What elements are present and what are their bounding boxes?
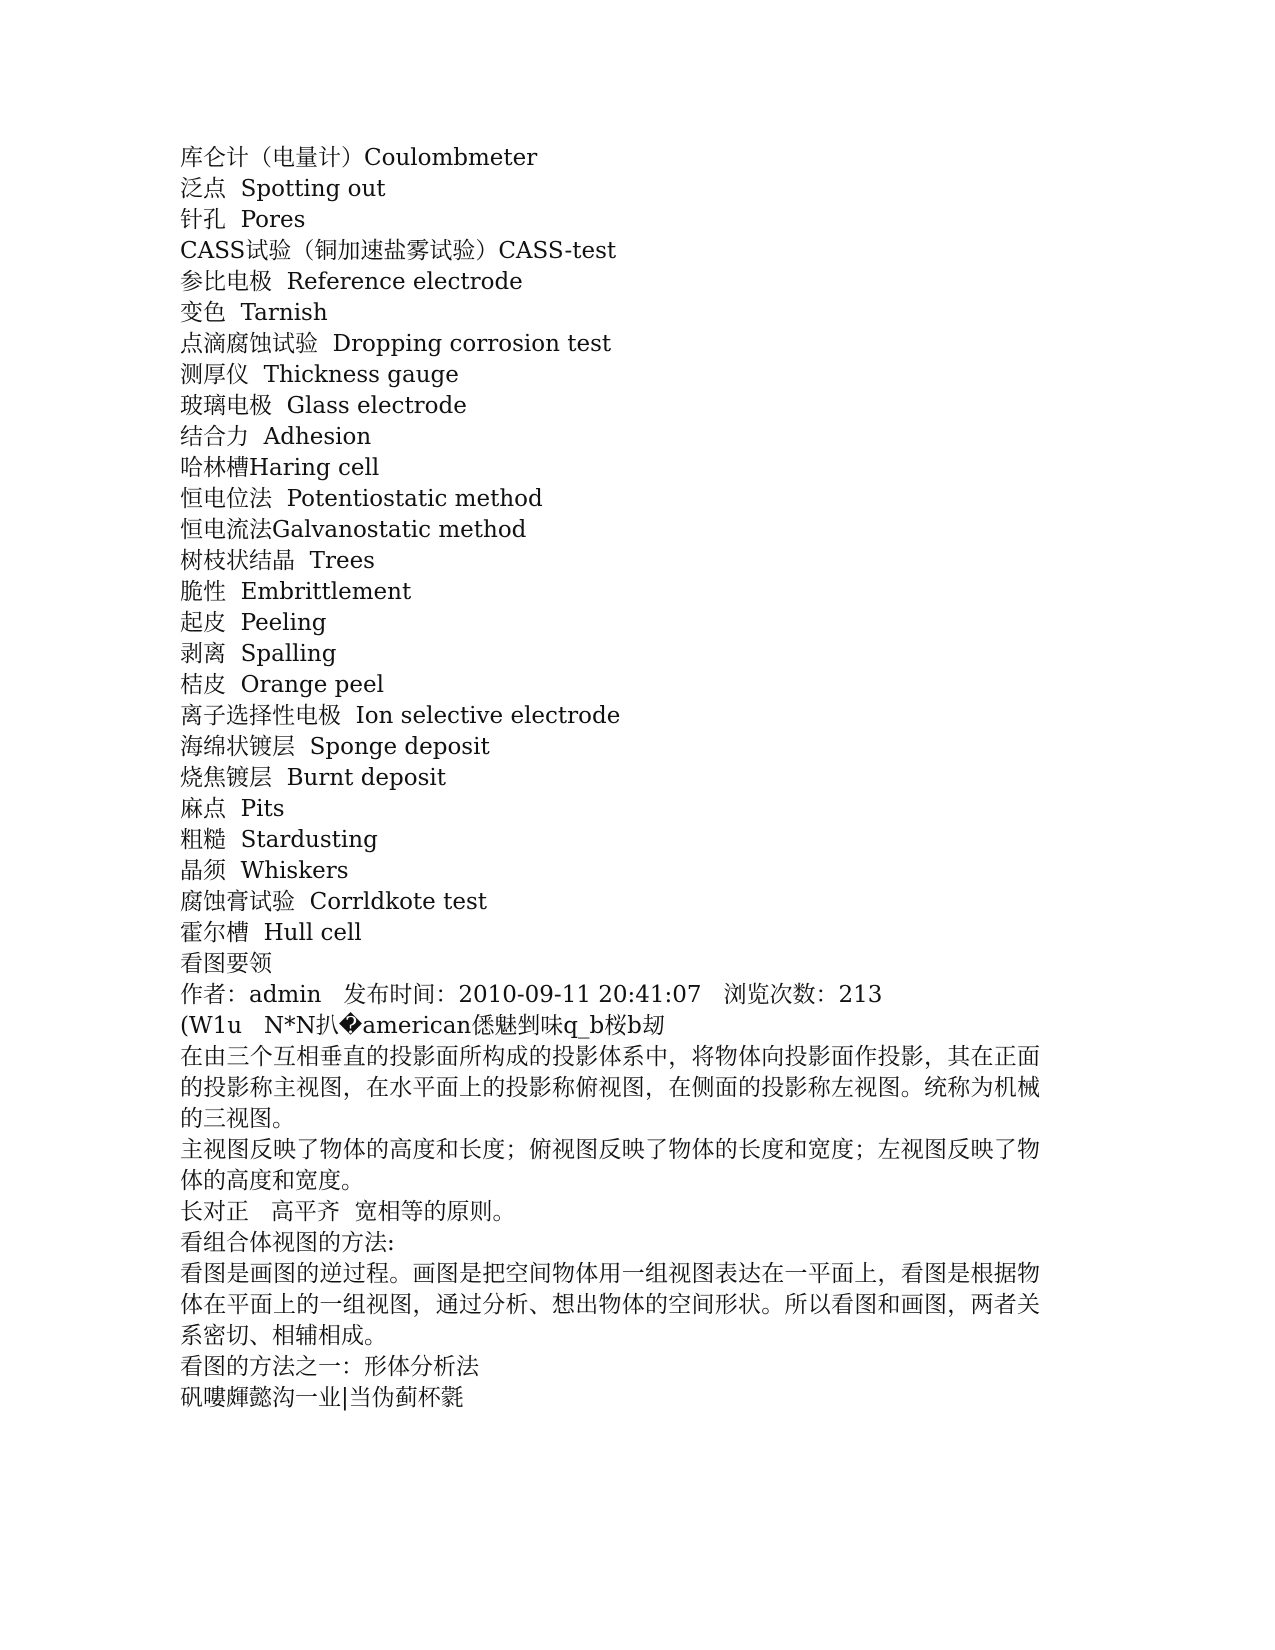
glossary-entry: 桔皮 Orange peel — [180, 672, 384, 698]
glossary-entry: 麻点 Pits — [180, 796, 285, 822]
glossary-entry: 参比电极 Reference electrode — [180, 269, 523, 295]
principle-line: 长对正 高平齐 宽相等的原则。 — [180, 1199, 516, 1225]
glossary-entry: 结合力 Adhesion — [180, 424, 372, 450]
glossary-entry: 恒电位法 Potentiostatic method — [180, 486, 543, 512]
glossary-entry: 哈林槽Haring cell — [180, 455, 380, 481]
paragraph-three-views: 在由三个互相垂直的投影面所构成的投影体系中，将物体向投影面作投影，其在正面的投影称主视图，在水平面上的投影称俯视图，在侧面的投影称左视图。统称为机械的三视图。 — [180, 1044, 1040, 1132]
glossary-entry: 腐蚀膏试验 Corrldkote test — [180, 889, 487, 915]
garbled-text-line: 矾嘍皹懿沟一业|当伪蓟杯氋 — [180, 1385, 464, 1411]
glossary-entry: 烧焦镀层 Burnt deposit — [180, 765, 447, 791]
article-meta: 作者：admin 发布时间：2010-09-11 20:41:07 浏览次数：213 — [180, 982, 883, 1008]
paragraph-reading-drawings: 看图是画图的逆过程。画图是把空间物体用一组视图表达在一平面上，看图是根据物体在平面上的一组视图，通过分析、想出物体的空间形状。所以看图和画图，两者关系密切、相辅相成。 — [180, 1261, 1040, 1349]
glossary-entry: 测厚仪 Thickness gauge — [180, 362, 459, 388]
glossary-entry: 粗糙 Stardusting — [180, 827, 378, 853]
glossary-entry: 起皮 Peeling — [180, 610, 327, 636]
glossary-entry: 针孔 Pores — [180, 207, 306, 233]
glossary-entry: 剥离 Spalling — [180, 641, 337, 667]
glossary-entry: 霍尔槽 Hull cell — [180, 920, 362, 946]
glossary-entry: 泛点 Spotting out — [180, 176, 386, 202]
method-heading: 看组合体视图的方法: — [180, 1230, 395, 1256]
glossary-entry: 库仑计（电量计）Coulombmeter — [180, 145, 538, 171]
glossary-entry: 恒电流法Galvanostatic method — [180, 517, 527, 543]
glossary-entry: 海绵状镀层 Sponge deposit — [180, 734, 490, 760]
article-title: 看图要领 — [180, 951, 272, 977]
glossary-entry: 离子选择性电极 Ion selective electrode — [180, 703, 621, 729]
garbled-text-line: (W1u N*N扒�american僁魅剉味q_b桜b刼 — [180, 1013, 665, 1039]
glossary-entry: 点滴腐蚀试验 Dropping corrosion test — [180, 331, 612, 357]
glossary-entry: 晶须 Whiskers — [180, 858, 349, 884]
paragraph-view-dimensions: 主视图反映了物体的高度和长度；俯视图反映了物体的长度和宽度；左视图反映了物体的高度和宽度。 — [180, 1137, 1040, 1194]
glossary-entry: CASS试验（铜加速盐雾试验）CASS-test — [180, 238, 617, 264]
document-page — [180, 143, 1040, 1414]
glossary-entry: 树枝状结晶 Trees — [180, 548, 375, 574]
glossary-entry: 脆性 Embrittlement — [180, 579, 412, 605]
glossary-entry: 变色 Tarnish — [180, 300, 328, 326]
method-one-heading: 看图的方法之一：形体分析法 — [180, 1354, 479, 1380]
glossary-entry: 玻璃电极 Glass electrode — [180, 393, 467, 419]
